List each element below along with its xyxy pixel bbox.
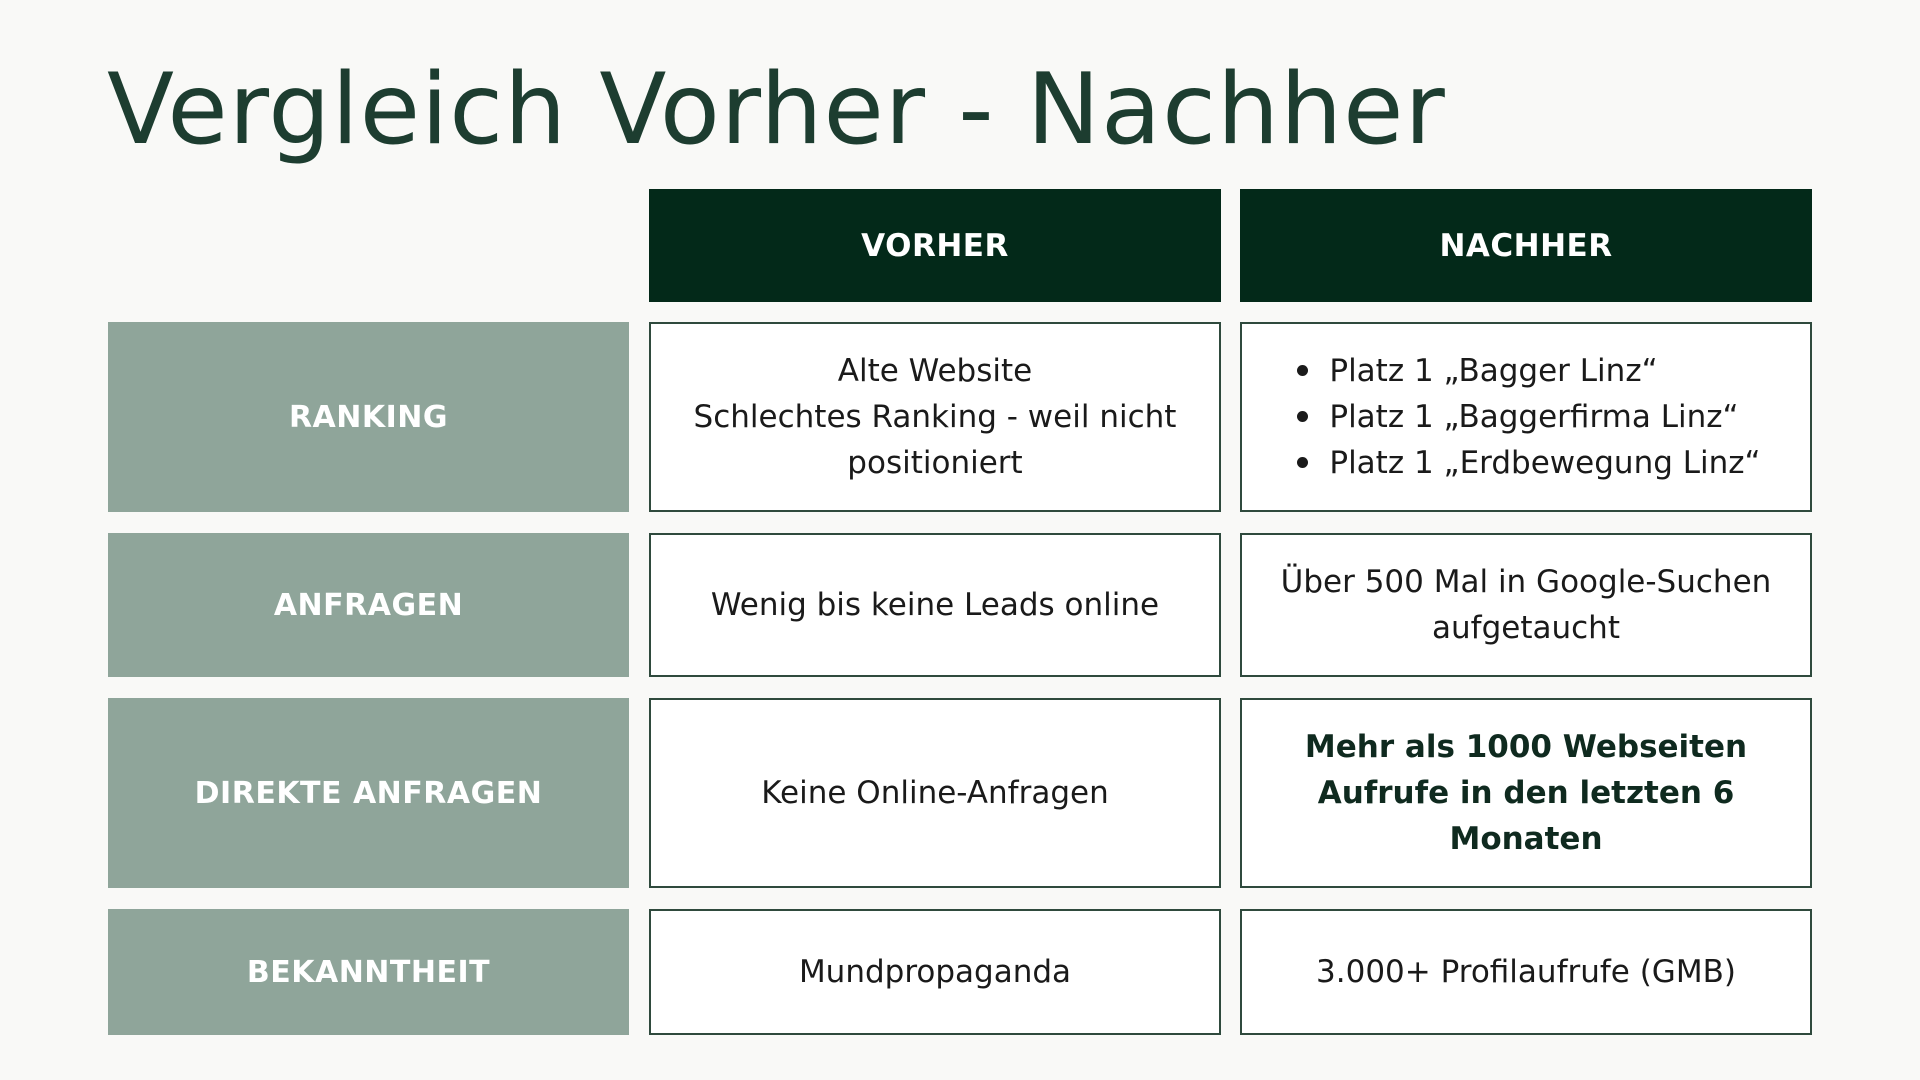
bullet-text: Platz 1 „Baggerfirma Linz“ — [1329, 399, 1739, 435]
column-header-vorher: VORHER — [649, 189, 1221, 302]
bullet-text: Platz 1 „Bagger Linz“ — [1329, 353, 1658, 389]
cell-text-line: Aufrufe in den letzten 6 — [1317, 775, 1735, 811]
cell-direkte-anfragen-vorher — [649, 698, 1221, 888]
page-title: Vergleich Vorher - Nachher — [107, 53, 1446, 167]
cell-text-line: Schlechtes Ranking - weil nicht — [693, 399, 1177, 435]
list-item — [1291, 440, 1760, 486]
bullet-icon — [1297, 411, 1308, 422]
cell-text-line: Mundpropaganda — [798, 954, 1072, 990]
column-header-nachher: NACHHER — [1240, 189, 1812, 302]
cell-text-line: Keine Online-Anfragen — [761, 775, 1109, 811]
row-label-anfragen: ANFRAGEN — [108, 533, 629, 677]
cell-text-line: Wenig bis keine Leads online — [710, 587, 1160, 623]
cell-ranking-nachher — [1240, 322, 1812, 512]
cell-text-line: 3.000+ Profilaufrufe (GMB) — [1316, 954, 1736, 990]
bullet-text: Platz 1 „Erdbewegung Linz“ — [1329, 445, 1761, 481]
cell-direkte-anfragen-nachher — [1240, 698, 1812, 888]
cell-text-line: Monaten — [1449, 821, 1603, 857]
cell-text-line: aufgetaucht — [1432, 610, 1620, 646]
row-label-ranking: RANKING — [108, 322, 629, 512]
cell-bekanntheit-vorher — [649, 909, 1221, 1035]
cell-anfragen-nachher — [1240, 533, 1812, 677]
list-item — [1291, 394, 1760, 440]
ranking-bullet-list — [1291, 348, 1760, 486]
list-item — [1291, 348, 1760, 394]
cell-anfragen-vorher — [649, 533, 1221, 677]
row-label-direkte-anfragen: DIREKTE ANFRAGEN — [108, 698, 629, 888]
cell-text-line: positioniert — [847, 445, 1023, 481]
cell-ranking-vorher — [649, 322, 1221, 512]
cell-text-line: Alte Website — [837, 353, 1033, 389]
bullet-icon — [1297, 457, 1308, 468]
bullet-icon — [1297, 365, 1308, 376]
cell-text-line: Über 500 Mal in Google-Suchen — [1280, 564, 1772, 600]
row-label-bekanntheit: BEKANNTHEIT — [108, 909, 629, 1035]
cell-text-line: Mehr als 1000 Webseiten — [1304, 729, 1748, 765]
cell-bekanntheit-nachher — [1240, 909, 1812, 1035]
